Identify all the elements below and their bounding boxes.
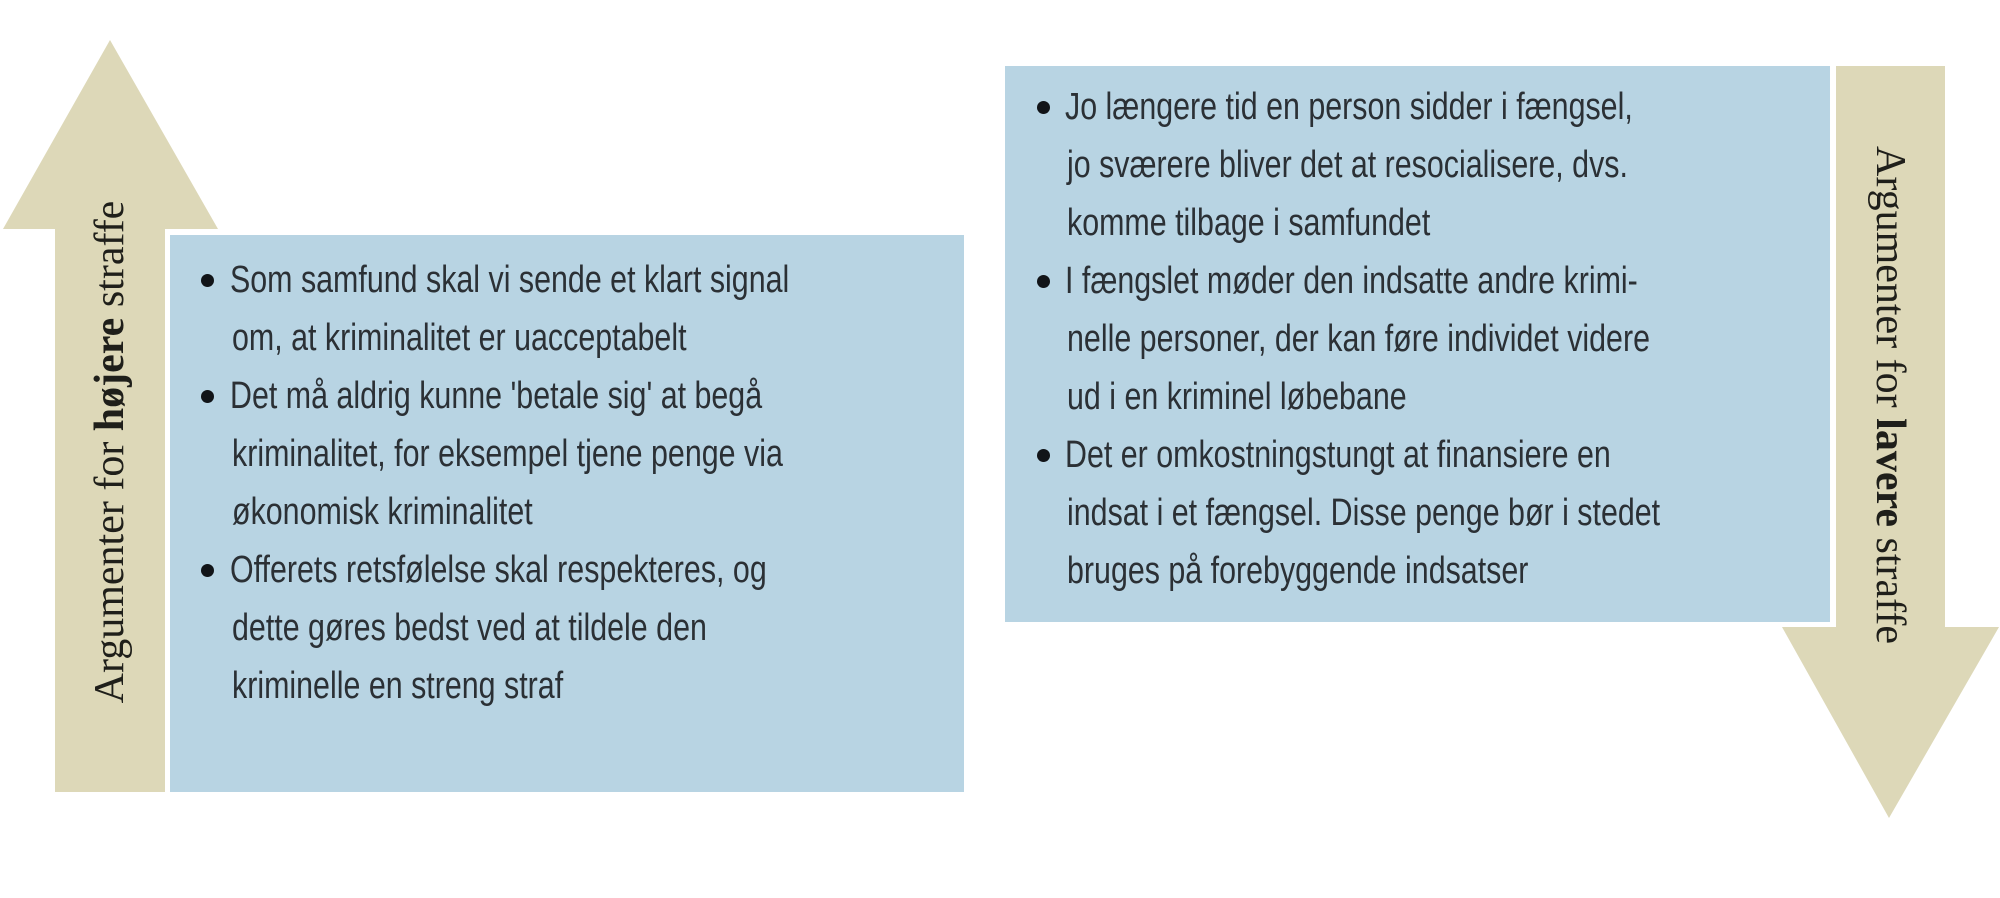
list-item-line: om, at kriminalitet er uacceptabelt [232,317,687,359]
right-arrow-label-suffix: straffe [1867,526,1913,644]
list-item-line: I fængslet møder den indsatte andre krimi- [1065,260,1638,302]
bullet-icon [201,390,214,403]
left-arrow-label [86,201,134,704]
list-item-line: Som samfund skal vi sende et klart signal [230,259,790,301]
right-arrow-label-bold: lavere [1867,418,1913,527]
bullet-icon [1037,449,1050,462]
list-item-line: Offerets retsfølelse skal respekteres, og [230,549,767,591]
right-arrow-label-prefix: Argumenter for [1867,146,1913,419]
list-item-line: dette gøres bedst ved at tildele den [232,607,707,649]
list-item-line: komme tilbage i samfundet [1067,202,1431,244]
left-arrow-label-suffix: straffe [87,200,133,318]
list-item-line: økonomisk kriminalitet [232,491,533,533]
list-item-line: ud i en kriminel løbebane [1067,376,1407,418]
bullet-icon [1037,101,1050,114]
list-item-line: indsat i et fængsel. Disse penge bør i stedet [1067,492,1661,534]
bullet-icon [201,564,214,577]
list-item-line: Det er omkostningstungt at finansiere en [1065,434,1611,476]
left-arrow-label-bold: højere [87,317,133,432]
list-item-line: Det må aldrig kunne 'betale sig' at begå [230,375,763,417]
left-arrow-label-prefix: Argumenter for [87,431,133,704]
bullet-icon [201,274,214,287]
bullet-icon [1037,275,1050,288]
list-item-line: nelle personer, der kan føre individet videre [1067,318,1650,360]
list-item-line: Jo længere tid en person sidder i fængsel, [1065,86,1633,128]
right-arrow-label [1866,146,1914,644]
list-item-line: kriminalitet, for eksempel tjene penge via [232,433,783,475]
list-item-line: bruges på forebyggende indsatser [1067,550,1529,592]
list-item-line: kriminelle en streng straf [232,665,564,707]
list-item-line: jo sværere bliver det at resocialisere, dvs. [1067,144,1628,186]
